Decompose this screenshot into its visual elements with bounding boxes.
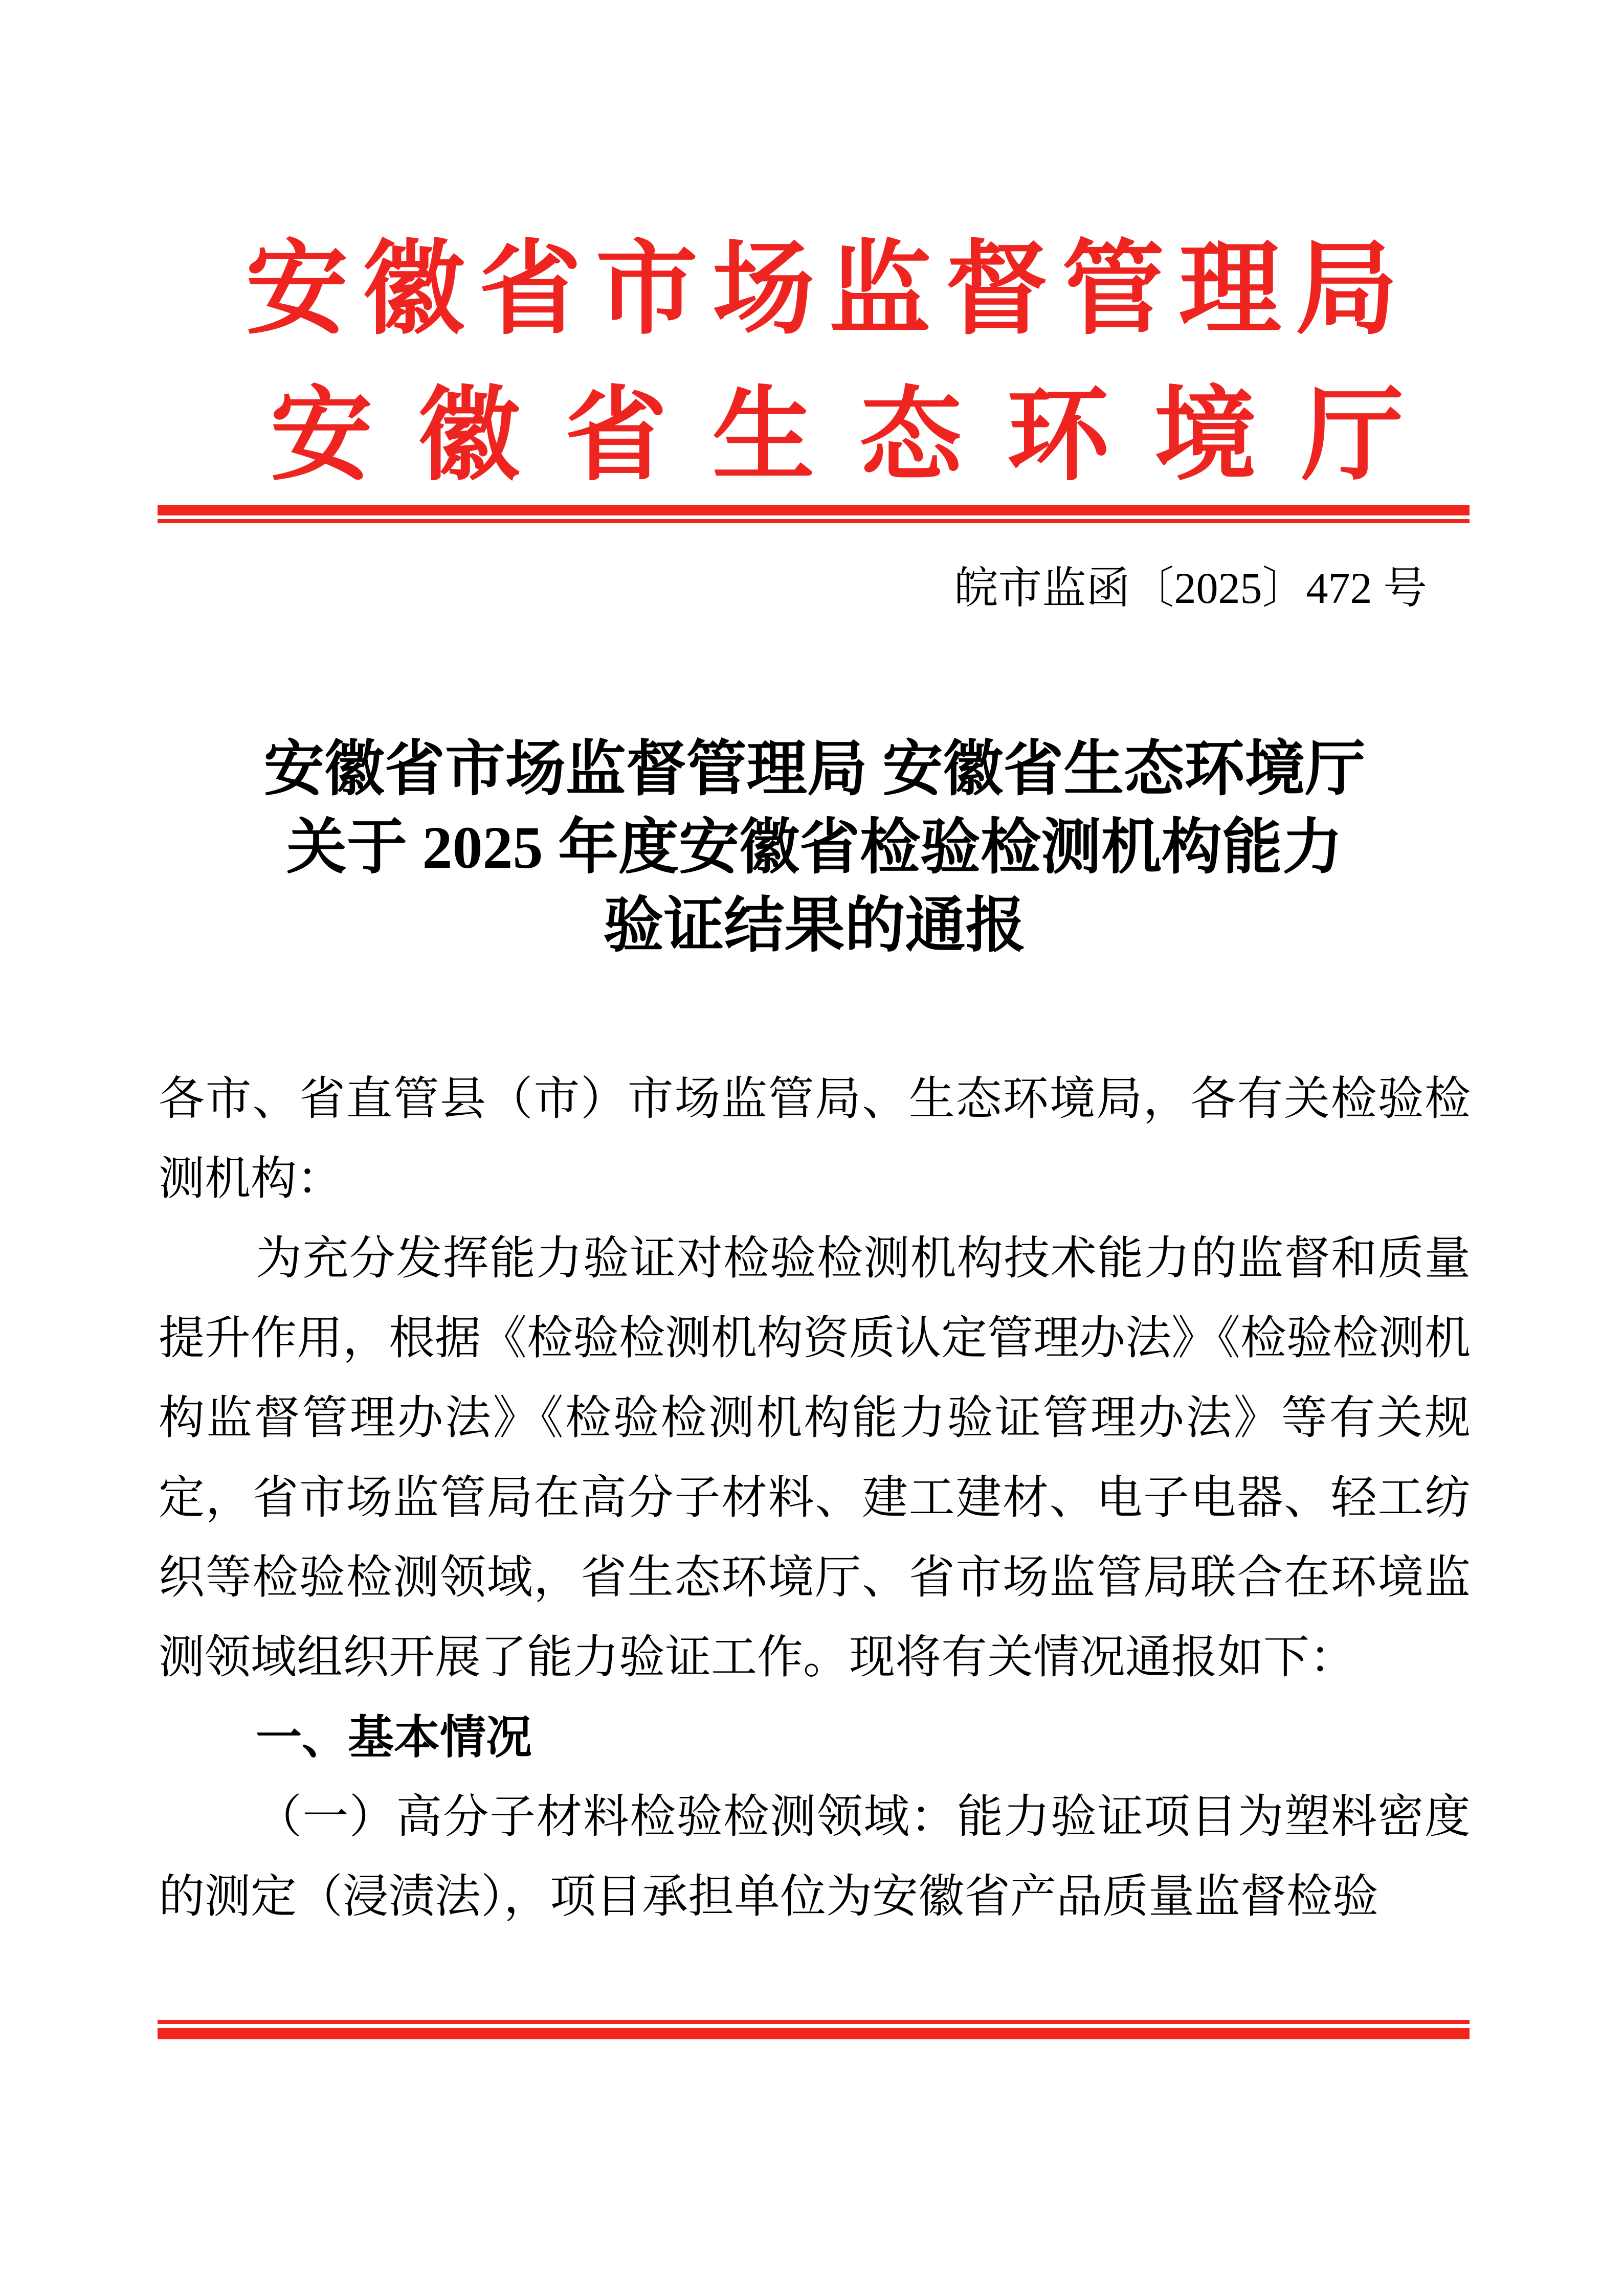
footer-rule-thin [158, 2020, 1470, 2024]
document-title [159, 730, 1471, 965]
document-body [159, 1060, 1471, 1937]
title-line-1: 安徽省市场监督管理局 安徽省生态环境厅 [263, 736, 1366, 803]
title-line-2: 关于 2025 年度安徽省检验检测机构能力 [286, 814, 1343, 881]
title-line-3: 验证结果的通报 [603, 892, 1026, 959]
salutation: 各市、省直管县（市）市场监管局、生态环境局，各有关检验检测机构： [159, 1074, 1471, 1204]
document-number: 皖市监函〔2025〕472 号 [954, 564, 1427, 613]
header-rule-thick [158, 505, 1470, 515]
section-heading-1: 一、基本情况 [256, 1712, 532, 1763]
body-paragraph-2: （一）高分子材料检验检测领域：能力验证项目为塑料密度的测定（浸渍法），项目承担单位为安徽省产品质量监督检验 [159, 1792, 1471, 1922]
footer-rule-thick [158, 2028, 1470, 2039]
body-paragraph-1: 为充分发挥能力验证对检验检测机构技术能力的监督和质量提升作用，根据《检验检测机构资质认定管理办法》《检验检测机构监督管理办法》《检验检测机构能力验证管理办法》等有关规定，省市场监管局在高分子材料、建工建材、电子电器、轻工纺织等检验检测领域，省生态环境厅、省市场监管局联合在环境监测领域组织开展了能力验证工作。现将有关情况通报如下： [159, 1233, 1471, 1683]
header-rule-thin [158, 519, 1470, 523]
letterhead-agency-line1: 安徽省市场监督管理局 [246, 234, 1412, 347]
letterhead-agency-line2: 安徽省生态环境厅 [270, 380, 1449, 493]
